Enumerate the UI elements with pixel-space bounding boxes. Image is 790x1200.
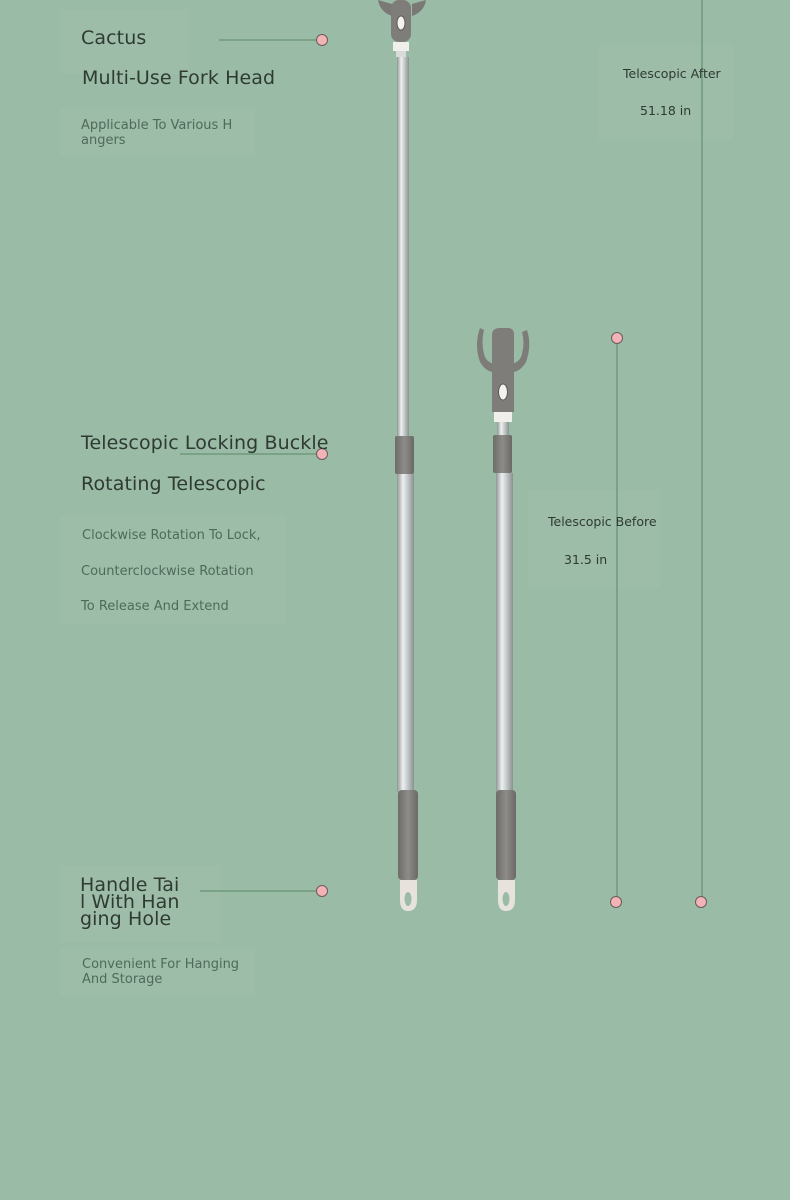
buckle-description-1: Clockwise Rotation To Lock, [82, 528, 261, 543]
buckle-label-2: Rotating Telescopic [81, 473, 266, 495]
fork-head-label-1: Cactus [81, 27, 147, 49]
after-bottom-pink-dot-icon [696, 897, 707, 908]
handle-pink-dot-icon [317, 886, 328, 897]
fork-head-pink-dot-icon [317, 35, 328, 46]
buckle-description-3: To Release And Extend [81, 599, 229, 614]
buckle-description-2: Counterclockwise Rotation [81, 564, 254, 579]
fork-head-description: Applicable To Various H angers [81, 118, 233, 148]
handle-label: Handle Tai l With Han ging Hole [80, 874, 180, 930]
before-top-pink-dot-icon [612, 333, 623, 344]
handle-description: Convenient For Hanging And Storage [82, 957, 240, 987]
before-measurement-value: 31.5 in [564, 552, 608, 567]
telescopic-pole-extended-icon [378, 0, 426, 911]
after-measurement-label: Telescopic After [623, 66, 721, 81]
telescopic-pole-collapsed-icon [477, 328, 529, 911]
before-bottom-pink-dot-icon [611, 897, 622, 908]
after-measurement-value: 51.18 in [640, 103, 692, 118]
before-measurement-label: Telescopic Before [548, 514, 657, 529]
buckle-label-1: Telescopic Locking Buckle [81, 432, 329, 454]
fork-head-label-2: Multi-Use Fork Head [82, 67, 276, 89]
